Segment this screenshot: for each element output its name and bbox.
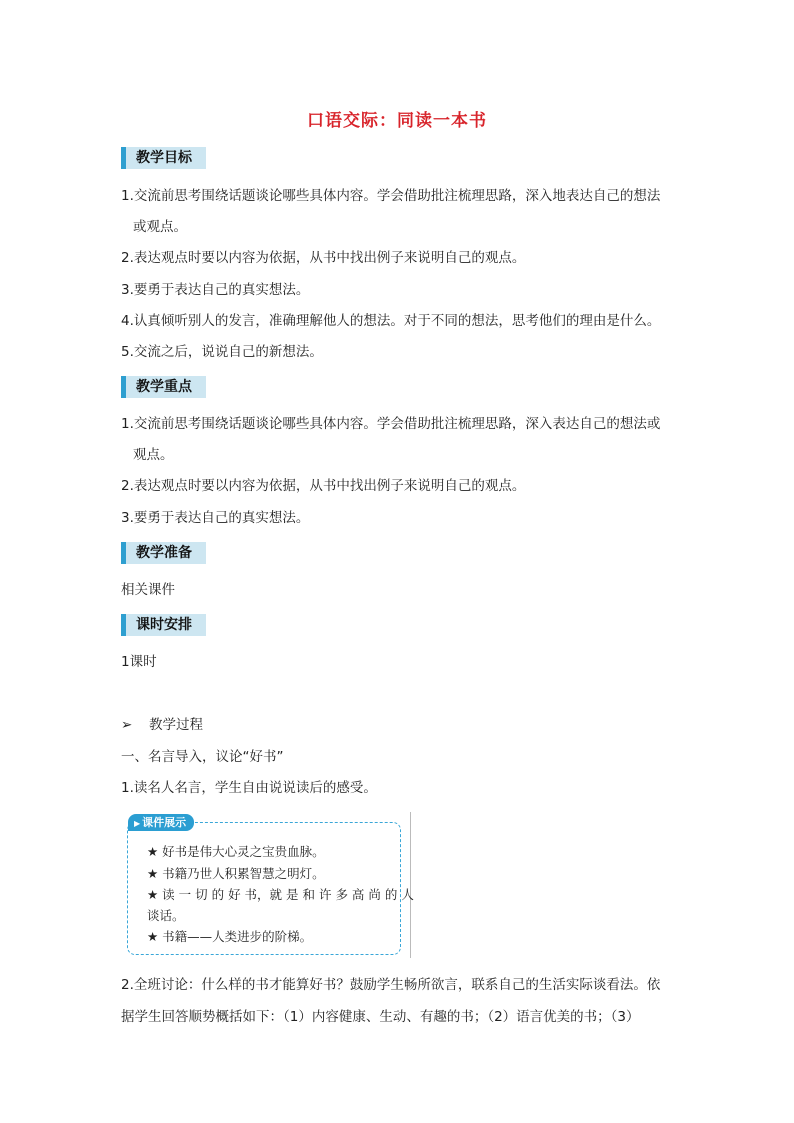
process-step1: 1.读名人名言，学生自由说说读后的感受。	[121, 780, 377, 796]
goal-line-5: 5.交流之后，说说自己的新想法。	[121, 344, 323, 360]
process-step2-line-2: 据学生回答顺势概括如下：（1）内容健康、生动、有趣的书；（2）语言优美的书；（3）	[121, 1009, 640, 1025]
key-line-3: 3.要勇于表达自己的真实想法。	[121, 510, 310, 526]
arrow-bullet-icon: ➢	[121, 717, 133, 733]
process-heading	[121, 716, 203, 734]
courseware-tag	[128, 814, 194, 831]
quote-line-4: ★ 书籍——人类进步的阶梯。	[147, 929, 313, 944]
section-heading-preparation: 教学准备	[121, 542, 206, 564]
quote-line-2: ★ 书籍乃世人积累智慧之明灯。	[147, 866, 325, 881]
section-heading-goals: 教学目标	[121, 147, 206, 169]
process-step2-line-1: 2.全班讨论：什么样的书才能算好书？鼓励学生畅所欲言，联系自己的生活实际谈看法。依	[121, 977, 661, 993]
key-line-2: 2.表达观点时要以内容为依据，从书中找出例子来说明自己的观点。	[121, 478, 526, 494]
goal-line-3: 3.要勇于表达自己的真实想法。	[121, 282, 310, 298]
goal-line-2: 2.表达观点时要以内容为依据，从书中找出例子来说明自己的观点。	[121, 250, 526, 266]
quote-line-3-cont: 谈话。	[147, 908, 185, 923]
process-heading-text: 教学过程	[149, 717, 203, 733]
section-heading-key-points: 教学重点	[121, 376, 206, 398]
quote-line-3: ★ 读 一 切 的 好 书，就 是 和 许 多 高 尚 的 人	[147, 887, 414, 902]
document-title: 口语交际：同读一本书	[307, 111, 487, 131]
courseware-tag-label: 课件展示	[142, 816, 187, 829]
goal-line-1: 1.交流前思考围绕话题谈论哪些具体内容。学会借助批注梳理思路，深入地表达自己的想法	[121, 188, 661, 204]
play-triangle-icon: ▶	[134, 819, 141, 828]
schedule-text: 1课时	[121, 654, 157, 670]
goal-line-4: 4.认真倾听别人的发言，准确理解他人的想法。对于不同的想法，思考他们的理由是什么。	[121, 313, 661, 329]
quote-line-1: ★ 好书是伟大心灵之宝贵血脉。	[147, 844, 325, 859]
goal-line-1-cont: 或观点。	[133, 219, 187, 235]
key-line-1-cont: 观点。	[133, 447, 174, 463]
preparation-text: 相关课件	[121, 582, 175, 598]
courseware-side-rule	[410, 812, 411, 958]
key-line-1: 1.交流前思考围绕话题谈论哪些具体内容。学会借助批注梳理思路，深入表达自己的想法或	[121, 416, 661, 432]
section-heading-schedule: 课时安排	[121, 614, 206, 636]
process-part1: 一、名言导入，议论“好书”	[121, 749, 284, 765]
